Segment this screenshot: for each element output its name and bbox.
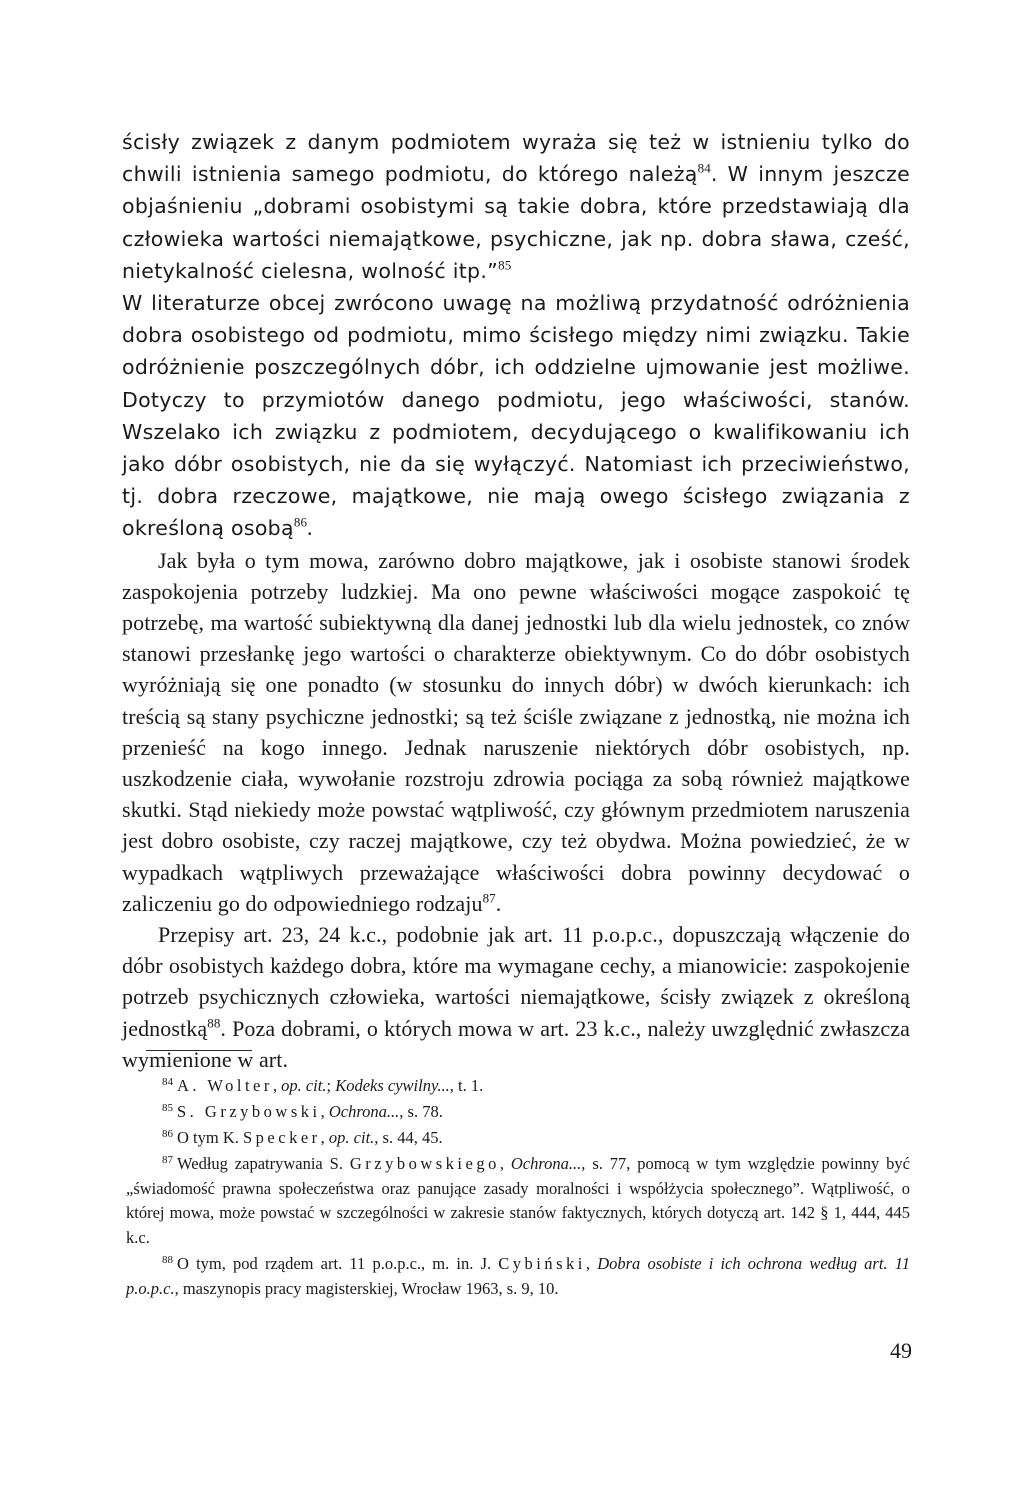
footnote-84 — [126, 1074, 910, 1099]
footnote-author: Grzybowskiego — [349, 1154, 500, 1174]
footnote-separator-text: , — [499, 1154, 511, 1174]
paragraph-2 — [122, 287, 910, 545]
footnote-ref-87: 87 — [482, 890, 496, 906]
footnote-87 — [126, 1152, 910, 1250]
footnote-separator-text: , — [272, 1076, 282, 1095]
paragraph-4 — [122, 919, 910, 1075]
paragraph-4-text-a: Przepisy art. 23, 24 k.c., podobnie jak art. 11 p.o.p.c., dopuszczają włączenie do dóbr osobistych każdego dobra, które ma wymagane cechy, a mianowicie: zaspokojenie potrzeb psychicznych człowieka, wartości niemajątkowe, ścisły związek z określoną jednostką — [122, 922, 910, 1041]
paragraph-3 — [122, 545, 910, 919]
paragraph-1 — [122, 126, 910, 287]
footnote-separator-text: , — [320, 1128, 329, 1148]
footnote-title: op. cit. — [328, 1128, 375, 1148]
footnote-tail: , t. 1. — [449, 1076, 484, 1095]
footnote-separator-text: , — [320, 1102, 329, 1122]
footnote-title: Kodeks cywilny... — [335, 1076, 450, 1095]
footnote-author: Specker — [243, 1128, 321, 1148]
footnote-tail: , s. 77, pomocą w tym względzie powinny być „świadomość prawna społeczeństwa oraz panujące zasady moralności i współżycia społecznego”. Wątpliwość, o której mowa, może powstać w szczególności w zakresie stanów faktycznych, których dotyczą art. 142 § 1, 444, 445 k.c. — [126, 1154, 910, 1248]
footnote-ref-84: 84 — [697, 160, 711, 176]
footnote-number: 88 — [162, 1253, 173, 1266]
footnote-85 — [126, 1100, 910, 1125]
footnote-86 — [126, 1126, 910, 1151]
paragraph-2-text-b: . — [307, 515, 313, 541]
footnote-author: A. Wolter — [177, 1076, 273, 1095]
footnote-tail: , maszynopis pracy magisterskiej, Wrocław 1963, s. 9, 10. — [174, 1278, 559, 1298]
footnote-title: Ochrona... — [328, 1102, 400, 1122]
footnote-prefix: O tym K. — [177, 1128, 243, 1148]
paragraph-3-text-a: Jak była o tym mowa, zarówno dobro majątkowe, jak i osobiste stanowi środek zaspokojenia potrzeby ludzkiej. Ma ono pewne właściwości mogące zaspokoić tę potrzebę, ma wartość subiektywną dla danej jednostki lub dla wielu jednostek, co znów stanowi przesłankę jego wartości o charakterze obiektywnym. Co do dóbr osobistych wyróżniają się one ponadto (w stosunku do innych dóbr) w dwóch kierunkach: ich treścią są stany psychiczne jednostki; są też ściśle związane z jednostką, nie można ich przenieść na kogo innego. Jednak naruszenie niektórych dóbr osobistych, np. uszkodzenie ciała, wywołanie rozstroju zdrowia pociąga za sobą również majątkowe skutki. Stąd niekiedy może powstać wątpliwość, czy głównym przedmiotem naruszenia jest dobro osobiste, czy raczej majątkowe, czy też obydwa. Można powiedzieć, że w wypadkach wątpliwych przeważające właściwości dobra powinny decydować o zaliczeniu go do odpowiedniego rodzaju — [122, 547, 910, 916]
footnote-number: 85 — [162, 1101, 173, 1114]
footnote-title: op. cit. — [281, 1076, 327, 1095]
footnote-separator-text: ; — [326, 1076, 336, 1095]
footnote-tail: , s. 78. — [399, 1102, 443, 1122]
footnote-ref-88: 88 — [207, 1015, 221, 1031]
page-number: 49 — [890, 1338, 912, 1363]
footnote-tail: , s. 44, 45. — [374, 1128, 443, 1148]
paragraph-1-text-b: . W innym jeszcze objaśnieniu „dobrami osobistymi są takie dobra, które przedstawiają dla człowieka wartości niemajątkowe, psychiczne, jak np. dobra sława, cześć, nietykalność cielesna, wolność itp.” — [122, 162, 910, 283]
paragraph-1-text-a: ścisły związek z danym podmiotem wyraża się też w istnieniu tylko do chwili istnienia samego podmiotu, do którego należą — [122, 130, 910, 187]
footnote-title: Ochrona... — [510, 1154, 582, 1174]
paragraph-2-text-a: W literaturze obcej zwrócono uwagę na możliwą przydatność odróżnienia dobra osobistego od podmiotu, mimo ścisłego między nimi związku. Takie odróżnienie poszczególnych dóbr, ich oddzielne ujmowanie jest możliwe. Dotyczy to przymiotów danego podmiotu, jego właściwości, stanów. Wszelako ich związku z podmiotem, decydującego o kwalifikowaniu ich jako dóbr osobistych, nie da się wyłączyć. Natomiast ich przeciwieństwo, tj. dobra rzeczowe, majątkowe, nie mają owego ścisłego związania z określoną osobą — [122, 291, 910, 541]
paragraph-3-text-b: . — [495, 890, 502, 916]
footnote-author: S. Grzybowski — [177, 1102, 321, 1122]
footnote-number: 87 — [162, 1153, 173, 1166]
footnote-88 — [126, 1252, 910, 1301]
footnote-separator-text: , — [585, 1254, 598, 1274]
footnote-number: 86 — [162, 1127, 173, 1140]
footnote-separator — [146, 1050, 252, 1051]
footnote-title: Dobra osobiste i ich ochrona według art. 11 p.o.p.c. — [126, 1254, 910, 1298]
footnote-author: Cybiński — [498, 1254, 586, 1274]
main-text — [122, 126, 910, 1075]
footnote-ref-86: 86 — [293, 515, 308, 531]
footnotes — [126, 1074, 910, 1303]
paragraph-4-text-b: . Poza dobrami, o których mowa w art. 23 k.c., należy uwzględnić zwłaszcza wymienione w art. — [122, 1015, 910, 1072]
footnote-prefix: O tym, pod rządem art. 11 p.o.p.c., m. in. J. — [177, 1254, 499, 1274]
footnote-number: 84 — [162, 1075, 173, 1088]
footnote-ref-85: 85 — [498, 257, 512, 273]
footnote-prefix: Według zapatrywania S. — [177, 1154, 350, 1174]
